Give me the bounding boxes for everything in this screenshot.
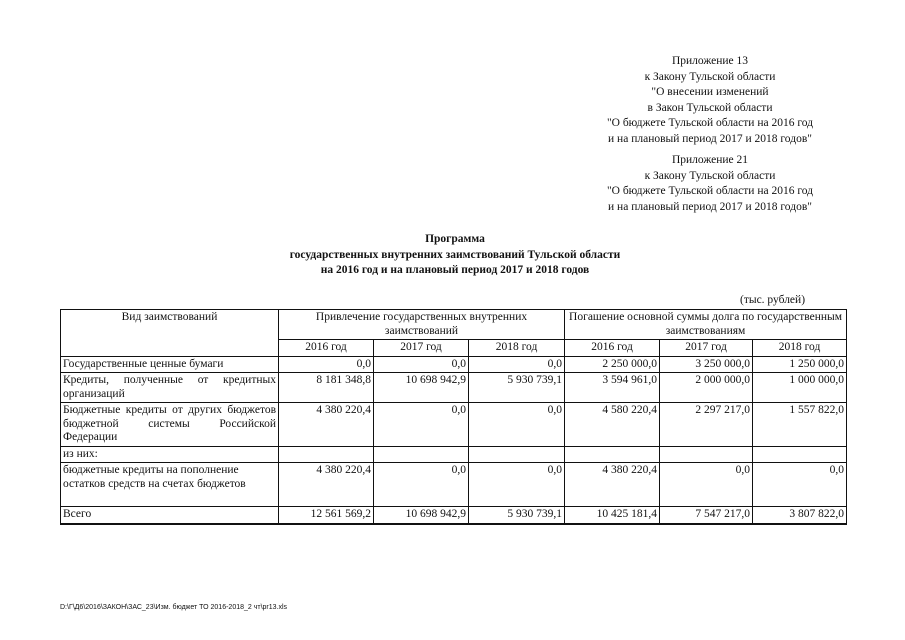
value-cell: 4 380 220,4 [565,463,660,507]
value-cell: 4 380 220,4 [279,463,374,507]
annex-13-header [575,54,845,147]
table-row [61,373,847,403]
value-cell: 2 000 000,0 [660,373,753,403]
value-cell: 4 380 220,4 [279,403,374,447]
value-cell: 0,0 [374,403,469,447]
value-cell [660,446,753,463]
value-cell: 1 250 000,0 [753,356,847,373]
table-row [61,403,847,447]
annex-21-line: к Закону Тульской области [644,169,776,182]
year-header: 2016 год [565,340,660,357]
value-cell: 0,0 [469,356,565,373]
group-header-repay: Погашение основной суммы долга по государственным заимствованиям [565,310,847,340]
table-row-total [61,507,847,524]
borrowing-program-table [60,309,847,525]
value-cell: 10 425 181,4 [565,507,660,524]
annex-13-line: к Закону Тульской области [644,70,776,83]
value-cell: 0,0 [469,403,565,447]
value-cell: 8 181 348,8 [279,373,374,403]
annex-13-line: и на плановый период 2017 и 2018 годов" [608,132,812,145]
annex-21-line: Приложение 21 [671,154,749,166]
row-label: Государственные ценные бумаги [61,356,279,373]
annex-21-line: и на плановый период 2017 и 2018 годов" [608,200,812,213]
value-cell: 0,0 [660,463,753,507]
units-label: (тыс. рублей) [740,294,806,306]
value-cell: 10 698 942,9 [374,373,469,403]
value-cell: 4 580 220,4 [565,403,660,447]
value-cell: 2 250 000,0 [565,356,660,373]
value-cell: 3 807 822,0 [753,507,847,524]
value-cell: 0,0 [469,463,565,507]
value-cell: 3 250 000,0 [660,356,753,373]
value-cell [374,446,469,463]
year-header: 2017 год [374,340,469,357]
col-header-type: Вид заимствований [61,310,279,357]
value-cell: 7 547 217,0 [660,507,753,524]
value-cell: 10 698 942,9 [374,507,469,524]
year-header: 2017 год [660,340,753,357]
value-cell [469,446,565,463]
file-path-footer: D:\Г\Д6\2016\ЗАКОН\ЗАС_23\Изм. бюджет ТО 2016-2018_2 чт\pr13.xls [60,604,288,611]
value-cell [753,446,847,463]
value-cell: 1 000 000,0 [753,373,847,403]
year-header: 2018 год [753,340,847,357]
row-label: Бюджетные кредиты от других бюджетов бюджетной системы Российской Федерации [61,403,279,447]
row-label: Кредиты, полученные от кредитных организаций [61,373,279,403]
value-cell [565,446,660,463]
annex-13-line: Приложение 13 [671,55,749,67]
value-cell: 0,0 [279,356,374,373]
title-line-1: Программа [425,233,485,245]
title-line-3: на 2016 год и на плановый период 2017 и 2018 годов [320,264,590,276]
annex-21-line: "О бюджете Тульской области на 2016 год [606,185,814,197]
annex-13-line: "О внесении изменений [651,86,769,98]
annex-13-line: "О бюджете Тульской области на 2016 год [606,117,814,129]
row-label: бюджетные кредиты на пополнение остатков средств на счетах бюджетов [61,463,279,507]
value-cell: 0,0 [753,463,847,507]
row-label: из них: [61,446,279,463]
value-cell: 12 561 569,2 [279,507,374,524]
annex-13-line: в Закон Тульской области [647,101,773,114]
table-row [61,446,847,463]
title-line-2: государственных внутренних заимствований Тульской области [289,248,621,261]
annex-21-header [575,153,845,215]
value-cell: 5 930 739,1 [469,507,565,524]
document-title [200,232,710,279]
row-label: Всего [61,507,279,524]
table-row [61,356,847,373]
group-header-attract: Привлечение государственных внутренних заимствований [279,310,565,340]
value-cell: 2 297 217,0 [660,403,753,447]
table-row [61,463,847,507]
value-cell: 1 557 822,0 [753,403,847,447]
value-cell: 5 930 739,1 [469,373,565,403]
year-header: 2016 год [279,340,374,357]
value-cell: 0,0 [374,356,469,373]
value-cell: 3 594 961,0 [565,373,660,403]
year-header: 2018 год [469,340,565,357]
value-cell [279,446,374,463]
value-cell: 0,0 [374,463,469,507]
